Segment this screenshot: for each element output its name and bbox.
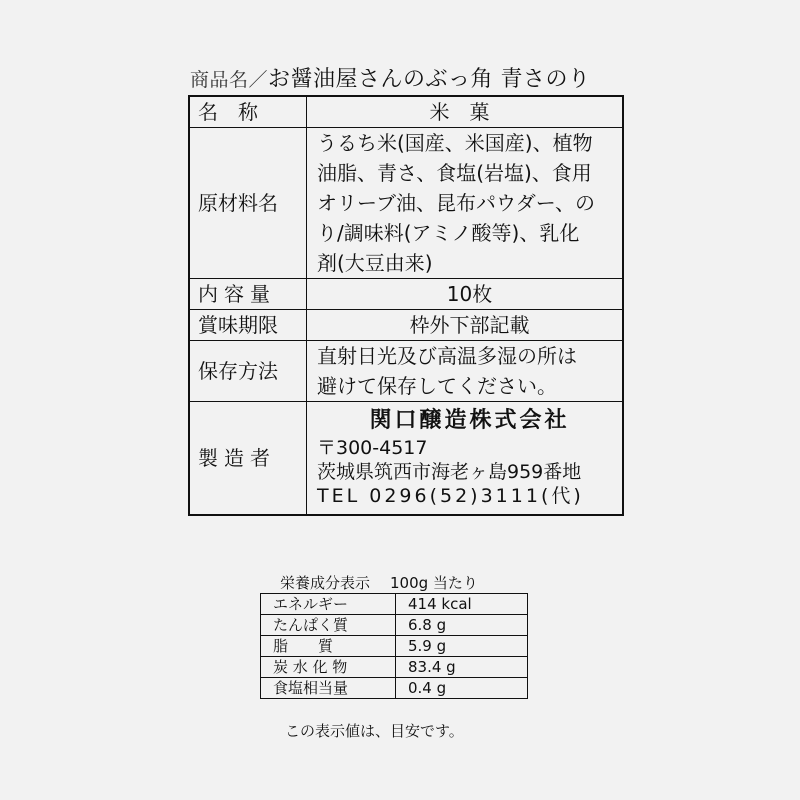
- ingredients-line: り/調味料(アミノ酸等)、乳化: [317, 221, 580, 245]
- manufacturer-postal: 〒300-4517: [317, 437, 428, 459]
- quantity-value: 10枚: [307, 279, 624, 310]
- best-before-value: 枠外下部記載: [307, 310, 624, 341]
- nutrition-row: [261, 615, 528, 636]
- best-before-label: 賞味期限: [189, 310, 307, 341]
- nutrition-title-line: [280, 572, 478, 593]
- nutrition-label: 炭 水 化 物: [261, 657, 396, 678]
- row-storage: [189, 341, 623, 402]
- ingredients-line: 剤(大豆由来): [317, 251, 433, 275]
- nutrition-label: 食塩相当量: [261, 678, 396, 699]
- manufacturer-label: 製造者: [189, 402, 307, 516]
- product-name-value: お醤油屋さんのぶっ角 青さのり: [268, 67, 591, 92]
- nutrition-table: [260, 593, 528, 699]
- row-best-before: [189, 310, 623, 341]
- ingredients-value: [307, 128, 624, 279]
- nutrition-row: [261, 657, 528, 678]
- nutrition-row: [261, 678, 528, 699]
- nutrition-value: 5.9 g: [396, 636, 528, 657]
- nutrition-label: 脂 質: [261, 636, 396, 657]
- name-value: 米菓: [307, 96, 624, 128]
- nutrition-value: 83.4 g: [396, 657, 528, 678]
- ingredients-label: 原材料名: [189, 128, 307, 279]
- storage-line: 避けて保存してください。: [317, 374, 557, 398]
- row-manufacturer: [189, 402, 623, 516]
- nutrition-label: たんぱく質: [261, 615, 396, 636]
- storage-line: 直射日光及び高温多湿の所は: [317, 344, 577, 368]
- row-name: [189, 96, 623, 128]
- ingredients-line: うるち米(国産、米国産)、植物: [317, 131, 593, 155]
- food-label-table: [188, 95, 624, 516]
- nutrition-row: [261, 636, 528, 657]
- manufacturer-name: 関口醸造株式会社: [369, 408, 570, 433]
- manufacturer-tel: TEL 0296(52)3111(代): [317, 485, 584, 507]
- manufacturer-value: [307, 402, 624, 516]
- nutrition-note: この表示値は、目安です。: [285, 722, 464, 740]
- nutrition-label: エネルギー: [261, 594, 396, 615]
- nutrition-value: 0.4 g: [396, 678, 528, 699]
- row-quantity: [189, 279, 623, 310]
- nutrition-value: 6.8 g: [396, 615, 528, 636]
- quantity-label: 内容量: [189, 279, 307, 310]
- product-name-line: [190, 62, 591, 93]
- nutrition-per: 100g 当たり: [390, 574, 478, 592]
- product-name-label: 商品名／: [190, 69, 269, 91]
- nutrition-title: 栄養成分表示: [280, 574, 371, 592]
- storage-label: 保存方法: [189, 341, 307, 402]
- name-label: 名称: [189, 96, 307, 128]
- ingredients-line: 油脂、青さ、食塩(岩塩)、食用: [317, 161, 592, 185]
- storage-value: [307, 341, 624, 402]
- ingredients-line: オリーブ油、昆布パウダー、の: [317, 191, 595, 215]
- manufacturer-address: 茨城県筑西市海老ヶ島959番地: [317, 461, 582, 483]
- nutrition-row: [261, 594, 528, 615]
- row-ingredients: [189, 128, 623, 279]
- nutrition-value: 414 kcal: [396, 594, 528, 615]
